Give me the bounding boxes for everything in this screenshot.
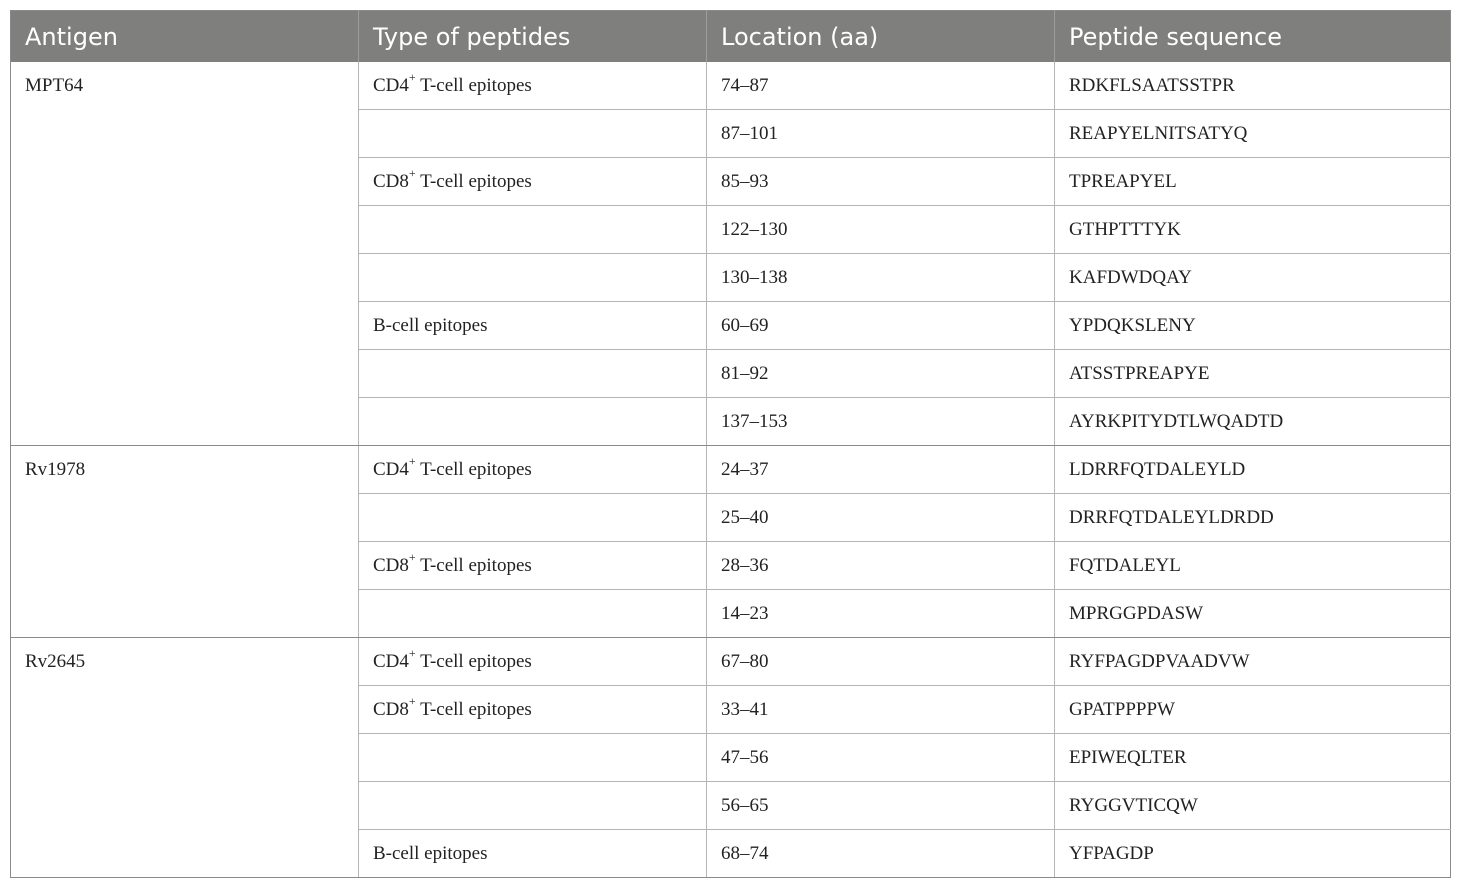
peptide-type-cell	[359, 350, 707, 398]
peptide-type-cell	[359, 398, 707, 446]
peptide-type-cell	[359, 590, 707, 638]
sequence-cell: ATSSTPREAPYE	[1055, 350, 1451, 398]
peptide-type-superscript: +	[408, 549, 416, 564]
peptide-type-cell	[359, 158, 707, 206]
peptide-table	[10, 10, 1451, 878]
sequence-cell: GTHPTTTYK	[1055, 206, 1451, 254]
sequence-cell: GPATPPPPW	[1055, 686, 1451, 734]
location-cell: 25–40	[707, 494, 1055, 542]
peptide-type-cell	[359, 446, 707, 494]
sequence-cell: EPIWEQLTER	[1055, 734, 1451, 782]
peptide-type-superscript: +	[408, 69, 416, 84]
peptide-type-cell	[359, 734, 707, 782]
antigen-cell: Rv2645	[11, 638, 359, 878]
peptide-type-suffix: T-cell epitopes	[415, 75, 532, 96]
peptide-type-cell	[359, 686, 707, 734]
peptide-type-cell	[359, 638, 707, 686]
peptide-type-suffix: T-cell epitopes	[415, 699, 532, 720]
peptide-type-label: CD4	[373, 651, 409, 672]
location-cell: 74–87	[707, 62, 1055, 110]
peptide-type-label: CD4	[373, 75, 409, 96]
location-cell: 14–23	[707, 590, 1055, 638]
header-antigen: Antigen	[11, 11, 359, 63]
location-cell: 137–153	[707, 398, 1055, 446]
peptide-type-suffix: T-cell epitopes	[415, 459, 532, 480]
sequence-cell: DRRFQTDALEYLDRDD	[1055, 494, 1451, 542]
location-cell: 85–93	[707, 158, 1055, 206]
peptide-type-cell	[359, 542, 707, 590]
sequence-cell: RYFPAGDPVAADVW	[1055, 638, 1451, 686]
location-cell: 28–36	[707, 542, 1055, 590]
peptide-type-label: CD8	[373, 555, 409, 576]
sequence-cell: AYRKPITYDTLWQADTD	[1055, 398, 1451, 446]
peptide-type-label: CD8	[373, 699, 409, 720]
peptide-type-suffix: T-cell epitopes	[415, 555, 532, 576]
location-cell: 67–80	[707, 638, 1055, 686]
peptide-type-cell	[359, 782, 707, 830]
peptide-type-superscript: +	[408, 453, 416, 468]
peptide-type-label: B-cell epitopes	[373, 843, 488, 864]
sequence-cell: TPREAPYEL	[1055, 158, 1451, 206]
sequence-cell: RDKFLSAATSSTPR	[1055, 62, 1451, 110]
peptide-type-cell	[359, 62, 707, 110]
table-row	[11, 446, 1451, 494]
peptide-type-suffix: T-cell epitopes	[415, 651, 532, 672]
peptide-type-superscript: +	[408, 693, 416, 708]
sequence-cell: KAFDWDQAY	[1055, 254, 1451, 302]
sequence-cell: REAPYELNITSATYQ	[1055, 110, 1451, 158]
header-type-of-peptides: Type of peptides	[359, 11, 707, 63]
sequence-cell: RYGGVTICQW	[1055, 782, 1451, 830]
location-cell: 24–37	[707, 446, 1055, 494]
location-cell: 68–74	[707, 830, 1055, 878]
sequence-cell: MPRGGPDASW	[1055, 590, 1451, 638]
header-peptide-sequence: Peptide sequence	[1055, 11, 1451, 63]
peptide-type-cell	[359, 302, 707, 350]
antigen-cell: Rv1978	[11, 446, 359, 638]
sequence-cell: YPDQKSLENY	[1055, 302, 1451, 350]
peptide-type-label: CD4	[373, 459, 409, 480]
sequence-cell: YFPAGDP	[1055, 830, 1451, 878]
peptide-type-label: CD8	[373, 171, 409, 192]
location-cell: 47–56	[707, 734, 1055, 782]
table-row	[11, 638, 1451, 686]
table-body	[11, 62, 1451, 878]
location-cell: 81–92	[707, 350, 1055, 398]
peptide-type-cell	[359, 830, 707, 878]
header-location: Location (aa)	[707, 11, 1055, 63]
header-row	[11, 11, 1451, 63]
peptide-type-superscript: +	[408, 165, 416, 180]
peptide-type-cell	[359, 494, 707, 542]
sequence-cell: FQTDALEYL	[1055, 542, 1451, 590]
peptide-type-superscript: +	[408, 645, 416, 660]
table-row	[11, 62, 1451, 110]
location-cell: 60–69	[707, 302, 1055, 350]
peptide-type-cell	[359, 206, 707, 254]
peptide-type-cell	[359, 254, 707, 302]
location-cell: 33–41	[707, 686, 1055, 734]
peptide-type-label: B-cell epitopes	[373, 315, 488, 336]
sequence-cell: LDRRFQTDALEYLD	[1055, 446, 1451, 494]
location-cell: 130–138	[707, 254, 1055, 302]
location-cell: 56–65	[707, 782, 1055, 830]
location-cell: 122–130	[707, 206, 1055, 254]
location-cell: 87–101	[707, 110, 1055, 158]
antigen-cell: MPT64	[11, 62, 359, 446]
peptide-type-suffix: T-cell epitopes	[415, 171, 532, 192]
peptide-type-cell	[359, 110, 707, 158]
